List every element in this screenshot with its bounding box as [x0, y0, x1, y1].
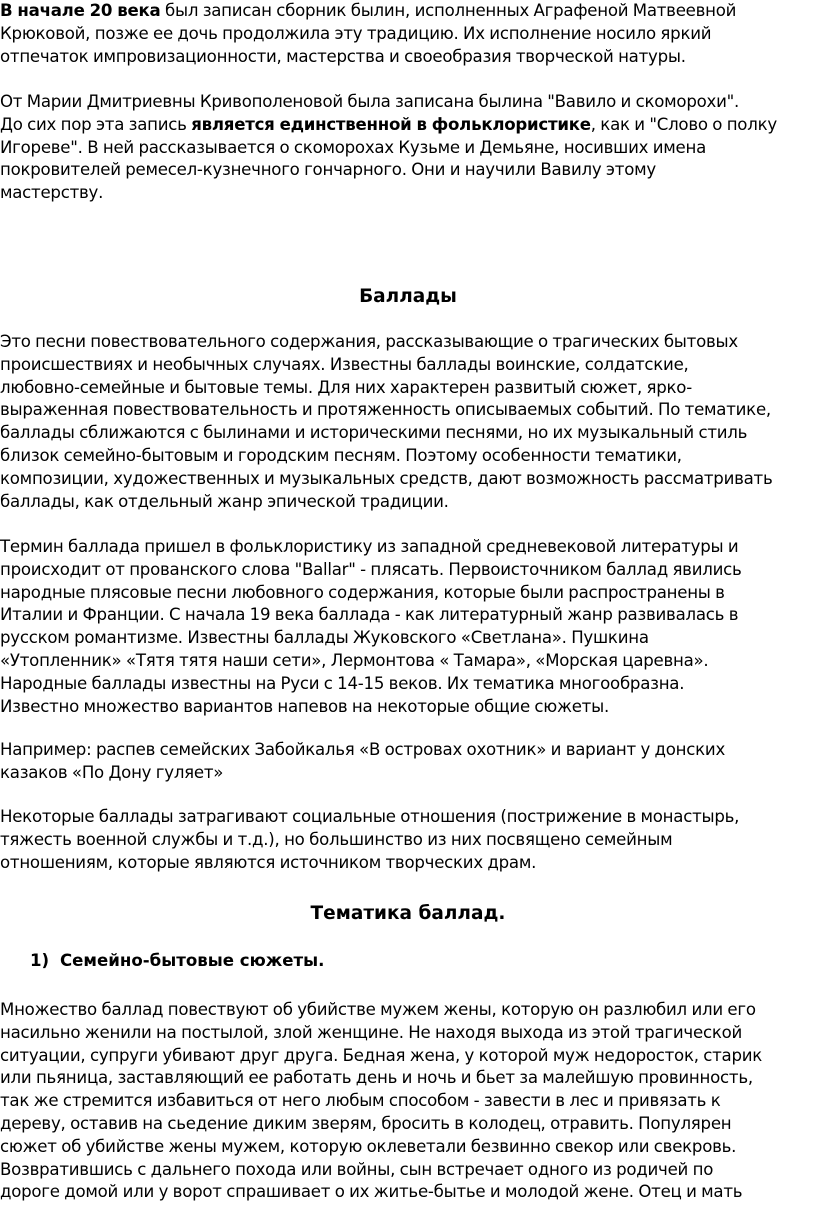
text-line: Крюковой, позже ее дочь продолжила эту традицию. Их исполнение носило яркий: [0, 23, 712, 43]
bold-emphasis: является единственной в фольклористике: [191, 114, 591, 134]
heading-themes: Тематика баллад.: [310, 903, 506, 924]
text-line: Это песни повествовательного содержания, рассказывающие о трагических бытовых: [0, 332, 738, 351]
text-line: Народные баллады известны на Руси с 14-15 веков. Их тематика многообразна.: [0, 673, 685, 693]
text-line: Возвратившись с дальнего похода или войны, сын встречает одного из родичей по: [0, 1159, 714, 1179]
paragraph-example: [0, 739, 806, 785]
text-line: Термин баллада пришел в фольклористику из западной средневековой литературы и: [0, 537, 739, 556]
text-line: дереву, оставив на сьедение диким зверям, бросить в колодец, отравить. Популярен: [0, 1113, 732, 1133]
text-line: Некоторые баллады затрагивают социальные отношения (пострижение в монастырь,: [0, 807, 740, 826]
text-line: мастерству.: [0, 183, 104, 203]
text-line: насильно женили на постылой, злой женщине. Не находя выхода из этой трагической: [0, 1022, 743, 1042]
text-line: ситуации, супруги убивают друг друга. Бедная жена, у которой муж недоросток, старик: [0, 1045, 763, 1065]
text-line: любовно-семейные и бытовые темы. Для них характерен развитый сюжет, ярко-: [0, 377, 692, 397]
list-item-family-plots: [30, 950, 324, 972]
heading-ballads: Баллады: [359, 286, 457, 307]
text-line: Например: распев семейских Забойкалья «В островах охотник» и вариант у донских: [0, 740, 726, 759]
text-line: До сих пор эта запись является единственной в фольклористике, как и "Слово о полку: [0, 114, 777, 134]
list-label: Семейно-бытовые сюжеты.: [60, 951, 325, 970]
text-line: композиции, художественных и музыкальных средств, дают возможность рассматривать: [0, 468, 773, 488]
paragraph-term-ballad: [0, 536, 806, 718]
text-line: баллады сближаются с былинами и историческими песнями, но их музыкальный стиль: [0, 423, 748, 443]
text-line: баллады, как отдельный жанр эпической традиции.: [0, 491, 449, 511]
text-line: русском романтизме. Известны баллады Жуковского «Светлана». Пушкина: [0, 628, 649, 648]
text-line: сюжет об убийстве жены мужем, которую оклеветали безвинно свекор или свекровь.: [0, 1136, 737, 1156]
text-line: близок семейно-бытовым и городским песням. Поэтому особенности тематики,: [0, 445, 682, 465]
paragraph-social: [0, 806, 806, 874]
text-line: народные плясовые песни любовного содержания, которые были распространены в: [0, 582, 725, 602]
paragraph-family-plots: [0, 999, 806, 1204]
list-number: 1): [30, 951, 50, 970]
text-line: От Марии Дмитриевны Кривополеновой была записана былина "Вавило и скоморохи".: [0, 92, 740, 111]
text-line: Италии и Франции. С начала 19 века баллада - как литературный жанр развивалась в: [0, 605, 739, 625]
text-line: дороге домой или у ворот спрашивает о их житье-бытье и молодой жене. Отец и мать: [0, 1182, 743, 1202]
bold-lead: В начале 20 века: [0, 1, 161, 20]
text-line: отпечаток импровизационности, мастерства и своеобразия творческой натуры.: [0, 46, 686, 66]
text-line: казаков «По Дону гуляет»: [0, 762, 224, 782]
text-line: Игореве". В ней рассказывается о скоморохах Кузьме и Демьяне, носивших имена: [0, 137, 707, 157]
text-line: выраженная повествовательность и протяженность описываемых событий. По тематике,: [0, 400, 771, 420]
paragraph-ballads-definition: [0, 331, 806, 513]
text-line: «Утопленник» «Тятя тятя наши сети», Лермонтова « Тамара», «Морская царевна».: [0, 650, 709, 670]
text-line: происшествиях и необычных случаях. Известны баллады воинские, солдатские,: [0, 354, 689, 374]
text-line: Известно множество вариантов напевов на некоторые общие сюжеты.: [0, 696, 609, 716]
text-line: так же стремится избавиться от него любым способом - завести в лес и привязать к: [0, 1091, 721, 1111]
text-line: или пьяница, заставляющий ее работать день и ночь и бьет за малейшую провинность,: [0, 1068, 753, 1088]
paragraph-krukova: [0, 0, 806, 68]
text-line: Множество баллад повествуют об убийстве мужем жены, которую он разлюбил или его: [0, 1000, 756, 1019]
text-line: тяжесть военной службы и т.д.), но большинство из них посвящено семейным: [0, 829, 673, 849]
text-line: отношениям, которые являются источником творческих драм.: [0, 852, 537, 872]
text-line: покровителей ремесел-кузнечного гончарного. Они и научили Вавилу этому: [0, 160, 656, 180]
text-line: происходит от прованского слова "Ballar" - плясать. Первоисточником баллад явились: [0, 559, 742, 579]
text-line: В начале 20 века был записан сборник былин, исполненных Аграфеной Матвеевной: [0, 1, 737, 20]
paragraph-krivopolenova: [0, 91, 806, 205]
